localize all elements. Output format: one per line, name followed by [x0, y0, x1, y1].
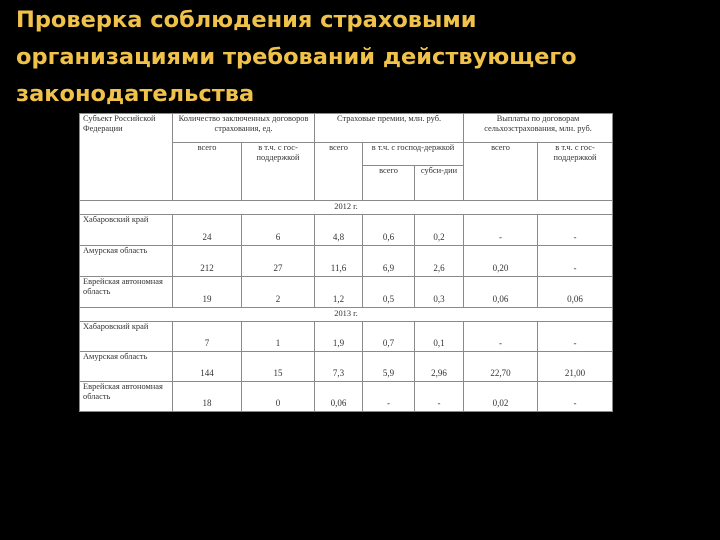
- value-cell-pay-state: -: [538, 215, 613, 246]
- value-cell-pay-state: 21,00: [538, 352, 613, 382]
- header-contracts-total: всего: [173, 143, 242, 201]
- table-row: [80, 215, 613, 246]
- value-cell-c-total: 19: [173, 277, 242, 308]
- value-cell-p-state-total: 0,5: [363, 277, 415, 308]
- slide-title-line-2: организациями требований действующего: [16, 44, 577, 70]
- value-cell-pay-total: -: [464, 215, 538, 246]
- year-row-2012: [80, 201, 613, 215]
- value-cell-c-total: 24: [173, 215, 242, 246]
- table-row: [80, 352, 613, 382]
- year-row-2013: [80, 308, 613, 322]
- header-payouts-state: в т.ч. с гос-поддержкой: [538, 143, 613, 201]
- insurance-table-image: [79, 113, 612, 411]
- value-cell-c-state: 0: [242, 382, 315, 412]
- table-row: [80, 246, 613, 277]
- value-cell-p-state-total: -: [363, 382, 415, 412]
- value-cell-p-total: 1,2: [315, 277, 363, 308]
- header-premiums-total: всего: [315, 143, 363, 201]
- slide-title-line-1: Проверка соблюдения страховыми: [16, 7, 477, 33]
- header-premiums-state-total: всего: [363, 166, 415, 201]
- value-cell-p-subsidy: 2,96: [415, 352, 464, 382]
- value-cell-p-state-total: 5,9: [363, 352, 415, 382]
- value-cell-p-total: 0,06: [315, 382, 363, 412]
- header-payouts: Выплаты по договорам сельхозстрахования, млн. руб.: [464, 114, 613, 143]
- value-cell-c-total: 7: [173, 322, 242, 352]
- value-cell-c-state: 6: [242, 215, 315, 246]
- value-cell-pay-total: 0,06: [464, 277, 538, 308]
- value-cell-pay-total: -: [464, 322, 538, 352]
- value-cell-p-subsidy: 2,6: [415, 246, 464, 277]
- year-label-2013: 2013 г.: [80, 308, 613, 322]
- value-cell-c-total: 18: [173, 382, 242, 412]
- value-cell-p-total: 4,8: [315, 215, 363, 246]
- value-cell-p-subsidy: 0,1: [415, 322, 464, 352]
- region-cell: Еврейская автономная область: [80, 277, 173, 308]
- region-cell: Хабаровский край: [80, 322, 173, 352]
- value-cell-p-state-total: 0,6: [363, 215, 415, 246]
- insurance-table: [79, 113, 613, 412]
- value-cell-c-state: 27: [242, 246, 315, 277]
- value-cell-p-subsidy: 0,3: [415, 277, 464, 308]
- value-cell-pay-total: 0,20: [464, 246, 538, 277]
- region-cell: Амурская область: [80, 352, 173, 382]
- rows-2012: [80, 215, 613, 308]
- value-cell-c-state: 2: [242, 277, 315, 308]
- value-cell-c-total: 212: [173, 246, 242, 277]
- header-premiums-subsidy: субси-дии: [415, 166, 464, 201]
- header-row-1: [80, 114, 613, 143]
- header-premiums: Страховые премии, млн. руб.: [315, 114, 464, 143]
- value-cell-pay-total: 0,02: [464, 382, 538, 412]
- value-cell-p-total: 7,3: [315, 352, 363, 382]
- value-cell-pay-state: 0,06: [538, 277, 613, 308]
- slide-title-line-3: законодательства: [16, 81, 255, 107]
- value-cell-pay-total: 22,70: [464, 352, 538, 382]
- region-cell: Еврейская автономная область: [80, 382, 173, 412]
- value-cell-p-state-total: 6,9: [363, 246, 415, 277]
- value-cell-p-subsidy: -: [415, 382, 464, 412]
- header-payouts-total: всего: [464, 143, 538, 201]
- value-cell-c-state: 1: [242, 322, 315, 352]
- value-cell-p-subsidy: 0,2: [415, 215, 464, 246]
- year-label-2012: 2012 г.: [80, 201, 613, 215]
- value-cell-pay-state: -: [538, 382, 613, 412]
- value-cell-c-state: 15: [242, 352, 315, 382]
- header-contracts-state: в т.ч. с гос-поддержкой: [242, 143, 315, 201]
- region-cell: Хабаровский край: [80, 215, 173, 246]
- region-cell: Амурская область: [80, 246, 173, 277]
- value-cell-p-state-total: 0,7: [363, 322, 415, 352]
- rows-2013: [80, 322, 613, 412]
- value-cell-p-total: 1,9: [315, 322, 363, 352]
- header-contracts: Количество заключенных договоров страхования, ед.: [173, 114, 315, 143]
- header-subject: Субъект Российской Федерации: [80, 114, 173, 201]
- value-cell-p-total: 11,6: [315, 246, 363, 277]
- table-row: [80, 382, 613, 412]
- table-row: [80, 322, 613, 352]
- value-cell-pay-state: -: [538, 322, 613, 352]
- value-cell-pay-state: -: [538, 246, 613, 277]
- value-cell-c-total: 144: [173, 352, 242, 382]
- table-row: [80, 277, 613, 308]
- header-premiums-state: в т.ч. с господ-держкой: [363, 143, 464, 166]
- slide-title: [16, 2, 706, 113]
